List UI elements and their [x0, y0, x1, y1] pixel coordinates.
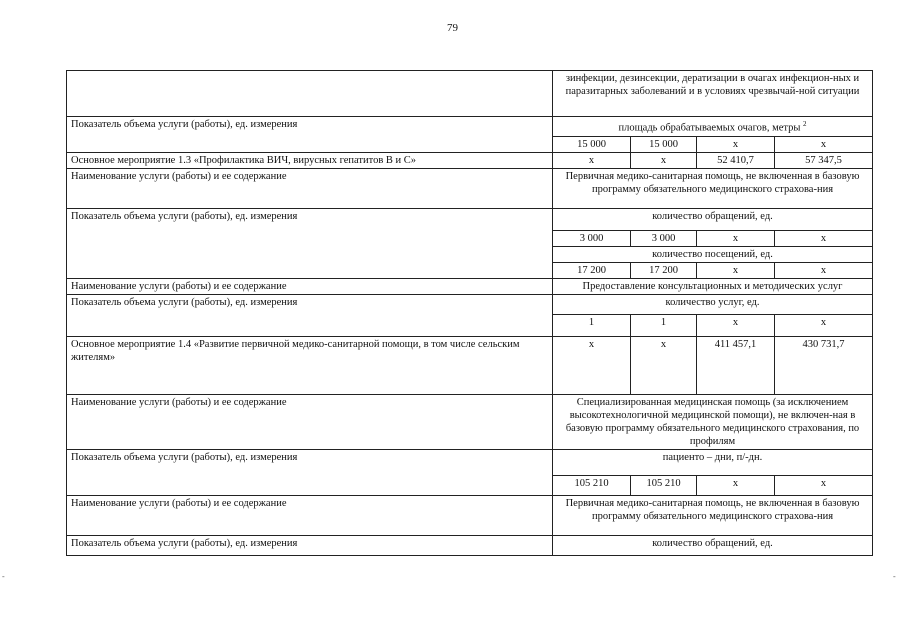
- unit-label: пациенто – дни, п/-дн.: [553, 449, 873, 475]
- value-cell: 1: [553, 314, 631, 336]
- row-label: Показатель объема услуги (работы), ед. измерения: [67, 117, 553, 153]
- value-cell: 430 731,7: [775, 336, 873, 394]
- value-cell: 1: [631, 314, 697, 336]
- value-cell: х: [631, 336, 697, 394]
- row-label: Основное мероприятие 1.3 «Профилактика ВИЧ, вирусных гепатитов В и С»: [67, 152, 553, 168]
- table-row: [67, 535, 873, 555]
- row-label: Наименование услуги (работы) и ее содержание: [67, 495, 553, 535]
- value-cell: х: [775, 314, 873, 336]
- table-row: [67, 152, 873, 168]
- value-cell: х: [697, 262, 775, 278]
- scan-mark: -: [893, 572, 896, 581]
- value-cell: 3 000: [553, 230, 631, 246]
- unit-label: количество обращений, ед.: [553, 535, 873, 555]
- service-content: Специализированная медицинская помощь (за исключением высокотехнологичной медицинской помощи), не включен-ная в базовую программу обязательного медицинского страхования, по профилям: [553, 394, 873, 449]
- row-label: Показатель объема услуги (работы), ед. измерения: [67, 535, 553, 555]
- table-row: [67, 71, 873, 117]
- table-row: [67, 294, 873, 314]
- value-cell: 3 000: [631, 230, 697, 246]
- value-cell: х: [775, 262, 873, 278]
- value-cell: х: [631, 152, 697, 168]
- value-cell: х: [553, 336, 631, 394]
- service-content: зинфекции, дезинсекции, дератизации в очагах инфекцион-ных и паразитарных заболеваний и в условиях чрезвычай-ной ситуации: [553, 71, 873, 117]
- value-cell: 15 000: [553, 136, 631, 152]
- row-label: [67, 71, 553, 117]
- value-cell: 105 210: [631, 475, 697, 495]
- value-cell: х: [775, 136, 873, 152]
- table-row: [67, 208, 873, 230]
- value-cell: 17 200: [631, 262, 697, 278]
- value-cell: 105 210: [553, 475, 631, 495]
- value-cell: 411 457,1: [697, 336, 775, 394]
- unit-label: количество посещений, ед.: [553, 246, 873, 262]
- value-cell: 15 000: [631, 136, 697, 152]
- row-label: Наименование услуги (работы) и ее содержание: [67, 394, 553, 449]
- table-row: [67, 168, 873, 208]
- table-row: [67, 117, 873, 137]
- unit-label: количество услуг, ед.: [553, 294, 873, 314]
- value-cell: 17 200: [553, 262, 631, 278]
- table-row: [67, 449, 873, 475]
- services-table: [66, 70, 873, 556]
- row-label: Основное мероприятие 1.4 «Развитие первичной медико-санитарной помощи, в том числе сельским жителям»: [67, 336, 553, 394]
- row-label: Наименование услуги (работы) и ее содержание: [67, 168, 553, 208]
- service-content: Предоставление консультационных и методических услуг: [553, 278, 873, 294]
- row-label: Показатель объема услуги (работы), ед. измерения: [67, 449, 553, 495]
- value-cell: 57 347,5: [775, 152, 873, 168]
- value-cell: 52 410,7: [697, 152, 775, 168]
- table-row: [67, 394, 873, 449]
- table-row: [67, 336, 873, 394]
- page-number: 79: [447, 22, 458, 34]
- value-cell: х: [697, 136, 775, 152]
- row-label: Показатель объема услуги (работы), ед. измерения: [67, 208, 553, 278]
- value-cell: х: [553, 152, 631, 168]
- value-cell: х: [697, 230, 775, 246]
- value-cell: х: [775, 475, 873, 495]
- value-cell: х: [775, 230, 873, 246]
- unit-label: количество обращений, ед.: [553, 208, 873, 230]
- service-content: Первичная медико-санитарная помощь, не включенная в базовую программу обязательного медицинского страхова-ния: [553, 495, 873, 535]
- value-cell: х: [697, 475, 775, 495]
- unit-label: площадь обрабатываемых очагов, метры $^2$: [553, 117, 873, 137]
- value-cell: х: [697, 314, 775, 336]
- service-content: Первичная медико-санитарная помощь, не включенная в базовую программу обязательного медицинского страхова-ния: [553, 168, 873, 208]
- scan-mark: -: [2, 572, 5, 581]
- row-label: Показатель объема услуги (работы), ед. измерения: [67, 294, 553, 336]
- table-row: [67, 495, 873, 535]
- table-row: [67, 278, 873, 294]
- row-label: Наименование услуги (работы) и ее содержание: [67, 278, 553, 294]
